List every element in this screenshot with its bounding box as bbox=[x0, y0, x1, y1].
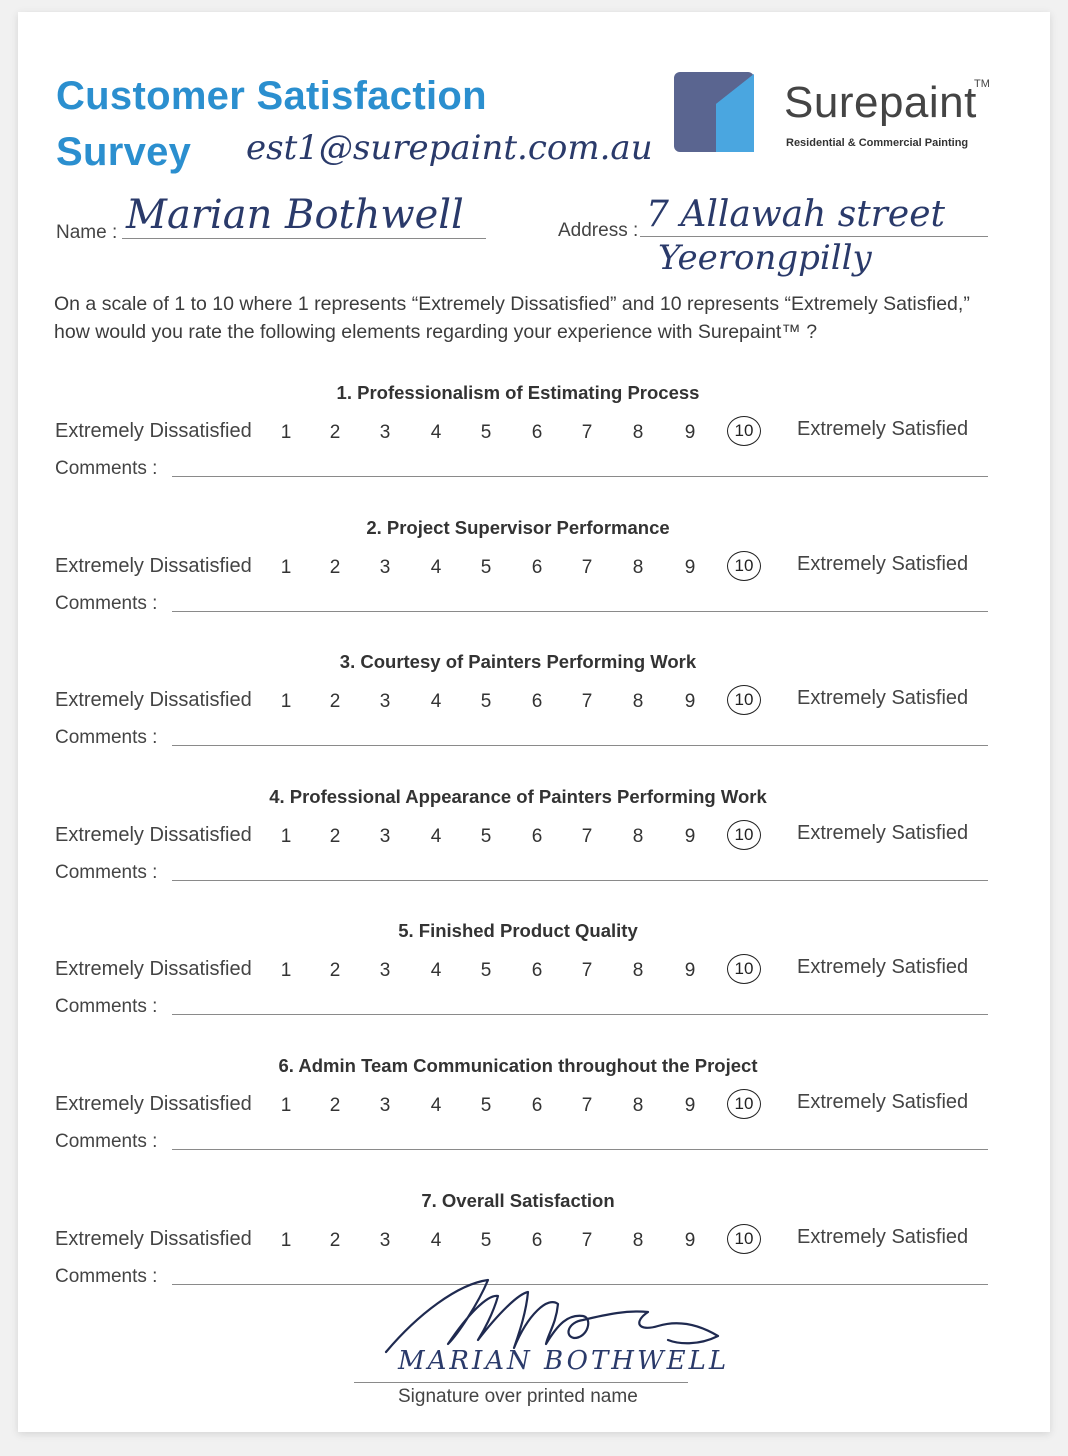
handwritten-email: est1@surepaint.com.au bbox=[246, 128, 653, 168]
scale-high-label: Extremely Satisfied bbox=[797, 1091, 969, 1113]
rating-option[interactable]: 2 bbox=[329, 422, 341, 443]
rating-option[interactable]: 9 bbox=[684, 422, 696, 443]
rating-option[interactable]: 3 bbox=[379, 1095, 391, 1116]
scale-high-label: Extremely Satisfied bbox=[797, 418, 969, 440]
rating-option[interactable]: 5 bbox=[480, 556, 492, 578]
scale-high-label: Extremely Satisfied bbox=[797, 687, 969, 710]
rating-option[interactable]: 8 bbox=[632, 691, 644, 713]
rating-option[interactable]: 8 bbox=[632, 825, 644, 847]
scale-low-label: Extremely Dissatisfied bbox=[55, 823, 252, 846]
rating-option[interactable]: 6 bbox=[531, 1095, 543, 1116]
comments-line[interactable] bbox=[172, 1014, 988, 1015]
scale-low-label: Extremely Dissatisfied bbox=[55, 1093, 252, 1115]
survey-title-line2: Survey bbox=[56, 130, 192, 174]
rating-option[interactable]: 8 bbox=[632, 556, 644, 578]
rating-option[interactable]: 3 bbox=[379, 556, 391, 578]
comments-line[interactable] bbox=[172, 476, 988, 477]
rating-option[interactable]: 1 bbox=[280, 960, 292, 982]
rating-option[interactable]: 1 bbox=[280, 556, 292, 578]
rating-option[interactable]: 7 bbox=[581, 1229, 593, 1251]
rating-option[interactable]: 6 bbox=[531, 825, 543, 847]
rating-option[interactable]: 2 bbox=[329, 960, 341, 982]
rating-option[interactable]: 7 bbox=[581, 960, 593, 982]
question-title: 4. Professional Appearance of Painters Performing Work bbox=[269, 785, 767, 807]
rating-option[interactable]: 1 bbox=[280, 825, 292, 847]
scale-low-label: Extremely Dissatisfied bbox=[55, 420, 252, 442]
rating-option[interactable]: 4 bbox=[430, 691, 442, 713]
comments-line[interactable] bbox=[172, 745, 988, 746]
comments-line[interactable] bbox=[172, 611, 988, 612]
logo-trademark: TM bbox=[974, 78, 990, 90]
scale-low-label: Extremely Dissatisfied bbox=[55, 554, 252, 577]
rating-option[interactable]: 8 bbox=[632, 1229, 644, 1251]
address-line1: 7 Allawah street bbox=[646, 194, 945, 235]
scale-high-label: Extremely Satisfied bbox=[797, 821, 969, 844]
name-label: Name : bbox=[56, 222, 118, 243]
intro-text bbox=[54, 290, 1014, 346]
rating-option[interactable]: 6 bbox=[531, 691, 543, 713]
scale-low-label: Extremely Dissatisfied bbox=[55, 689, 252, 712]
rating-option[interactable]: 4 bbox=[430, 556, 442, 578]
rating-option[interactable]: 9 bbox=[684, 556, 696, 578]
scale-low-label: Extremely Dissatisfied bbox=[55, 1227, 252, 1250]
rating-option[interactable]: 2 bbox=[329, 691, 341, 713]
rating-option[interactable]: 7 bbox=[581, 691, 593, 713]
rating-option[interactable]: 8 bbox=[632, 960, 644, 982]
rating-option[interactable]: 9 bbox=[684, 1229, 696, 1251]
comments-label: Comments : bbox=[55, 996, 158, 1018]
question-title: 3. Courtesy of Painters Performing Work bbox=[339, 651, 697, 673]
rating-option[interactable]: 6 bbox=[531, 422, 543, 443]
address-line2: Yeerongpilly bbox=[658, 238, 872, 278]
rating-option[interactable]: 3 bbox=[379, 825, 391, 847]
rating-option[interactable]: 3 bbox=[379, 691, 391, 713]
rating-option[interactable]: 9 bbox=[684, 691, 696, 713]
question-title: 5. Finished Product Quality bbox=[398, 920, 638, 942]
rating-option[interactable]: 6 bbox=[531, 1229, 543, 1251]
rating-option-selected[interactable]: 10 bbox=[727, 416, 761, 446]
surepaint-logo-icon bbox=[672, 70, 756, 154]
printed-name: MARIAN BOTHWELL bbox=[398, 1346, 730, 1376]
address-underline bbox=[640, 236, 988, 237]
rating-option[interactable]: 4 bbox=[430, 1095, 442, 1116]
rating-option[interactable]: 7 bbox=[581, 422, 593, 443]
question-title: 7. Overall Satisfaction bbox=[421, 1189, 615, 1211]
intro-line1: On a scale of 1 to 10 where 1 represents “Extremely Dissatisfied” and 10 represents “Extremely Satisfied,” bbox=[54, 293, 970, 315]
comments-label: Comments : bbox=[55, 592, 158, 614]
comments-line[interactable] bbox=[172, 880, 988, 881]
rating-option[interactable]: 2 bbox=[329, 1095, 341, 1116]
rating-option[interactable]: 1 bbox=[280, 1095, 292, 1116]
rating-option[interactable]: 9 bbox=[684, 960, 696, 982]
signature-line bbox=[354, 1382, 688, 1383]
scale-low-label: Extremely Dissatisfied bbox=[55, 958, 252, 981]
rating-option[interactable]: 5 bbox=[480, 691, 492, 713]
rating-option[interactable]: 1 bbox=[280, 691, 292, 713]
rating-option[interactable]: 9 bbox=[684, 1095, 696, 1116]
rating-option[interactable]: 2 bbox=[329, 556, 341, 578]
comments-line[interactable] bbox=[172, 1149, 988, 1150]
rating-option[interactable]: 4 bbox=[430, 960, 442, 982]
comments-label: Comments : bbox=[55, 727, 158, 749]
rating-option[interactable]: 7 bbox=[581, 1095, 593, 1116]
rating-option-selected[interactable]: 10 bbox=[727, 1089, 761, 1119]
comments-label: Comments : bbox=[55, 861, 158, 883]
rating-option[interactable]: 5 bbox=[480, 1095, 492, 1116]
rating-option[interactable]: 4 bbox=[430, 1229, 442, 1251]
rating-option[interactable]: 2 bbox=[329, 1229, 341, 1251]
rating-option[interactable]: 6 bbox=[531, 556, 543, 578]
rating-option[interactable]: 3 bbox=[379, 960, 391, 982]
rating-option[interactable]: 3 bbox=[379, 1229, 391, 1251]
scale-high-label: Extremely Satisfied bbox=[797, 552, 969, 575]
rating-option[interactable]: 2 bbox=[329, 825, 341, 847]
scale-high-label: Extremely Satisfied bbox=[797, 956, 969, 979]
question-title: 6. Admin Team Communication throughout the Project bbox=[278, 1055, 758, 1076]
rating-option[interactable]: 8 bbox=[632, 422, 644, 443]
comments-label: Comments : bbox=[55, 458, 158, 479]
rating-option[interactable]: 5 bbox=[480, 422, 492, 443]
scale-high-label: Extremely Satisfied bbox=[797, 1225, 969, 1248]
logo-wordmark: Surepaint bbox=[784, 78, 977, 127]
survey-page bbox=[18, 12, 1050, 1432]
logo-tagline: Residential & Commercial Painting bbox=[786, 137, 969, 149]
rating-option-selected[interactable]: 10 bbox=[727, 685, 761, 715]
rating-option-selected[interactable]: 10 bbox=[727, 551, 761, 581]
name-underline bbox=[122, 238, 486, 239]
question-title: 2. Project Supervisor Performance bbox=[366, 516, 670, 538]
rating-option[interactable]: 5 bbox=[480, 825, 492, 847]
comments-label: Comments : bbox=[55, 1131, 158, 1152]
survey-title-line1: Customer Satisfaction bbox=[56, 74, 487, 118]
rating-option[interactable]: 7 bbox=[581, 825, 593, 847]
rating-option[interactable]: 9 bbox=[684, 825, 696, 847]
question-title: 1. Professionalism of Estimating Process bbox=[336, 382, 700, 403]
comments-label: Comments : bbox=[55, 1265, 158, 1287]
rating-option[interactable]: 8 bbox=[632, 1095, 644, 1116]
rating-option[interactable]: 6 bbox=[531, 960, 543, 982]
rating-option[interactable]: 7 bbox=[581, 556, 593, 578]
rating-option[interactable]: 3 bbox=[379, 422, 391, 443]
rating-option-selected[interactable]: 10 bbox=[727, 954, 761, 984]
rating-option[interactable]: 5 bbox=[480, 960, 492, 982]
rating-option-selected[interactable]: 10 bbox=[727, 1224, 761, 1254]
rating-option[interactable]: 1 bbox=[280, 422, 292, 443]
rating-option[interactable]: 4 bbox=[430, 422, 442, 443]
name-value: Marian Bothwell bbox=[126, 192, 464, 238]
rating-option-selected[interactable]: 10 bbox=[727, 820, 761, 850]
rating-option[interactable]: 5 bbox=[480, 1229, 492, 1251]
rating-option[interactable]: 1 bbox=[280, 1229, 292, 1251]
address-label: Address : bbox=[558, 220, 639, 241]
signature-caption: Signature over printed name bbox=[398, 1386, 638, 1407]
rating-option[interactable]: 4 bbox=[430, 825, 442, 847]
intro-line2: how would you rate the following elements regarding your experience with Surepaint™ ? bbox=[54, 321, 818, 343]
